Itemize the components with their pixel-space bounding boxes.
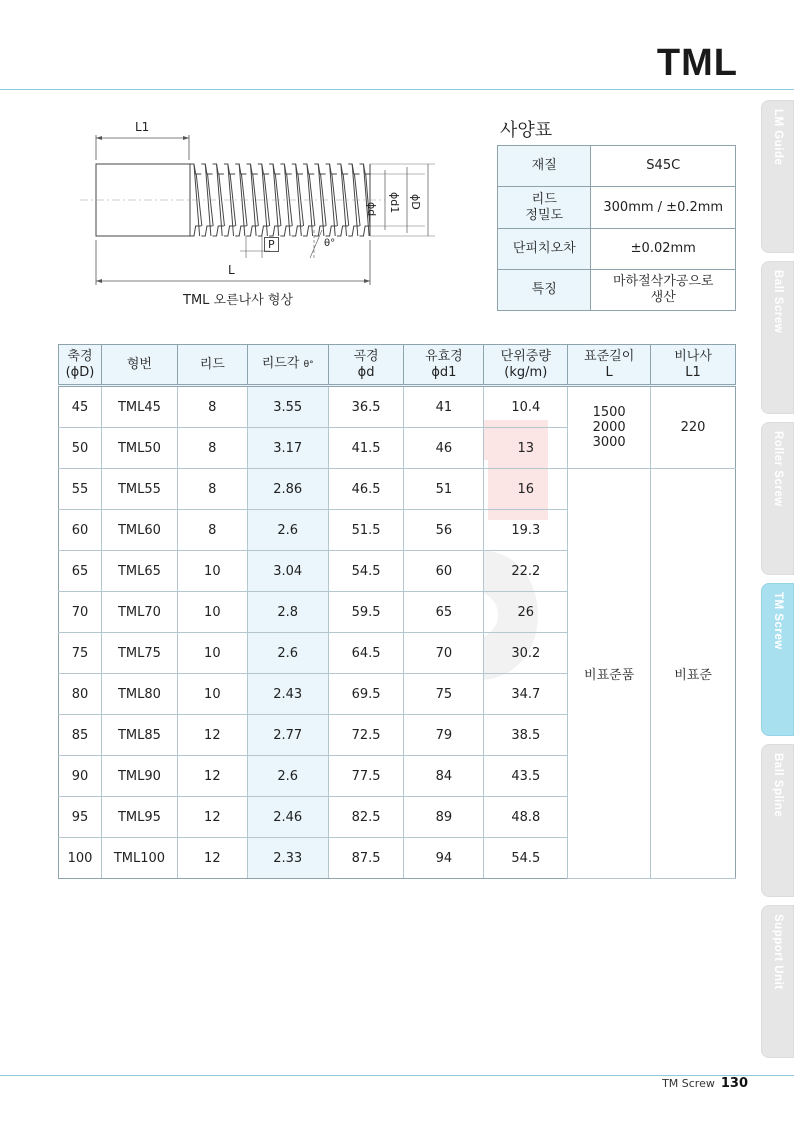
- cell-dd1: 65: [404, 592, 484, 633]
- side-tab-lm-guide[interactable]: [761, 100, 794, 253]
- cell-model: TML75: [101, 633, 177, 674]
- cell-d: 80: [59, 674, 102, 715]
- cell-angle: 3.55: [247, 386, 328, 428]
- cell-dd1: 84: [404, 756, 484, 797]
- cell-angle: 2.6: [247, 756, 328, 797]
- spec-key: 특징: [498, 270, 591, 311]
- spec-title: 사양표: [500, 120, 553, 141]
- header-divider: [0, 89, 794, 90]
- cell-dd: 64.5: [328, 633, 404, 674]
- cell-w: 43.5: [484, 756, 568, 797]
- spec-row: [498, 187, 736, 229]
- cell-dd1: 70: [404, 633, 484, 674]
- cell-dd1: 51: [404, 469, 484, 510]
- cell-d: 75: [59, 633, 102, 674]
- cell-w: 22.2: [484, 551, 568, 592]
- cell-lead: 8: [177, 428, 247, 469]
- spec-key: 리드 정밀도: [498, 187, 591, 229]
- spec-table: [497, 145, 736, 311]
- cell-lead: 10: [177, 551, 247, 592]
- cell-model: TML85: [101, 715, 177, 756]
- cell-model: TML55: [101, 469, 177, 510]
- cell-angle: 2.8: [247, 592, 328, 633]
- header-row: [59, 345, 736, 386]
- cell-model: TML50: [101, 428, 177, 469]
- cell-angle: 2.46: [247, 797, 328, 838]
- cell-std-length: 비표준품: [568, 469, 651, 879]
- cell-model: TML45: [101, 386, 177, 428]
- dim-L1-label: L1: [135, 120, 150, 134]
- cell-dd: 77.5: [328, 756, 404, 797]
- cell-lead: 12: [177, 715, 247, 756]
- cell-dd: 46.5: [328, 469, 404, 510]
- cell-d: 70: [59, 592, 102, 633]
- cell-w: 34.7: [484, 674, 568, 715]
- dim-L-label: L: [228, 263, 235, 277]
- side-tab-ball-screw[interactable]: [761, 261, 794, 414]
- cell-dd1: 94: [404, 838, 484, 879]
- cell-d: 45: [59, 386, 102, 428]
- cell-d: 50: [59, 428, 102, 469]
- cell-model: TML95: [101, 797, 177, 838]
- cell-lead: 8: [177, 510, 247, 551]
- col-header-unthreaded: 비나사 L1: [651, 345, 736, 386]
- spec-row: [498, 270, 736, 311]
- dim-D-label: ϕD: [409, 194, 422, 210]
- drawing-caption: TML 오른나사 형상: [183, 293, 294, 308]
- page-title: TML: [656, 42, 738, 84]
- cell-model: TML70: [101, 592, 177, 633]
- spec-key: 재질: [498, 146, 591, 187]
- side-tab-label: Ball Screw: [771, 270, 784, 334]
- col-header-lead-angle: [247, 345, 328, 386]
- cell-w: 26: [484, 592, 568, 633]
- dim-d-label: ϕd: [365, 202, 378, 217]
- cell-dd: 69.5: [328, 674, 404, 715]
- cell-w: 19.3: [484, 510, 568, 551]
- cell-w: 38.5: [484, 715, 568, 756]
- cell-dd1: 79: [404, 715, 484, 756]
- cell-angle: 2.33: [247, 838, 328, 879]
- cell-dd: 36.5: [328, 386, 404, 428]
- cell-angle: 2.77: [247, 715, 328, 756]
- cell-dd1: 41: [404, 386, 484, 428]
- cell-lead: 10: [177, 592, 247, 633]
- cell-d: 90: [59, 756, 102, 797]
- col-header-unit-weight: 단위중량 (kg/m): [484, 345, 568, 386]
- cell-model: TML65: [101, 551, 177, 592]
- cell-dd: 51.5: [328, 510, 404, 551]
- side-tab-label: Ball Spline: [771, 753, 784, 818]
- cell-model: TML100: [101, 838, 177, 879]
- cell-dd: 59.5: [328, 592, 404, 633]
- cell-lead: 8: [177, 386, 247, 428]
- cell-angle: 2.6: [247, 510, 328, 551]
- side-tab-ball-spline[interactable]: [761, 744, 794, 897]
- cell-dd: 72.5: [328, 715, 404, 756]
- cell-d: 100: [59, 838, 102, 879]
- cell-dd1: 60: [404, 551, 484, 592]
- cell-w: 48.8: [484, 797, 568, 838]
- cell-unthreaded: 비표준: [651, 469, 736, 879]
- cell-unthreaded: 220: [651, 386, 736, 469]
- spec-value: S45C: [591, 146, 736, 187]
- dim-theta-label: θ°: [324, 238, 336, 249]
- screw-drawing: [60, 110, 460, 310]
- side-tab-label: Roller Screw: [771, 431, 784, 507]
- spec-value: ±0.02mm: [591, 229, 736, 270]
- col-header-lead: 리드: [177, 345, 247, 386]
- cell-dd: 54.5: [328, 551, 404, 592]
- cell-dd: 87.5: [328, 838, 404, 879]
- cell-angle: 3.04: [247, 551, 328, 592]
- cell-model: TML60: [101, 510, 177, 551]
- cell-dd1: 56: [404, 510, 484, 551]
- side-tab-label: Support Unit: [771, 914, 784, 990]
- cell-w: 16: [484, 469, 568, 510]
- spec-value: 300mm / ±0.2mm: [591, 187, 736, 229]
- side-tab-support-unit[interactable]: [761, 905, 794, 1058]
- side-tab-label: LM Guide: [771, 109, 784, 166]
- side-tab-label: TM Screw: [771, 592, 784, 650]
- cell-lead: 10: [177, 633, 247, 674]
- spec-key: 단피치오차: [498, 229, 591, 270]
- col-header-root-dia: 곡경 ϕd: [328, 345, 404, 386]
- cell-angle: 2.43: [247, 674, 328, 715]
- spec-row: [498, 146, 736, 187]
- cell-lead: 8: [177, 469, 247, 510]
- side-tab-tm-screw[interactable]: [761, 583, 794, 736]
- cell-dd1: 89: [404, 797, 484, 838]
- cell-lead: 10: [177, 674, 247, 715]
- col-header-std-length: 표준길이 L: [568, 345, 651, 386]
- cell-d: 60: [59, 510, 102, 551]
- cell-angle: 3.17: [247, 428, 328, 469]
- cell-d: 85: [59, 715, 102, 756]
- spec-value: 마하절삭가공으로 생산: [591, 270, 736, 311]
- spec-data-table: [58, 344, 736, 879]
- col-header-eff-dia: 유효경 ϕd1: [404, 345, 484, 386]
- table-row: [59, 386, 736, 428]
- col-header-shaft: 축경 (ϕD): [59, 345, 102, 386]
- cell-angle: 2.86: [247, 469, 328, 510]
- cell-d: 55: [59, 469, 102, 510]
- cell-d: 65: [59, 551, 102, 592]
- cell-dd: 82.5: [328, 797, 404, 838]
- cell-w: 10.4: [484, 386, 568, 428]
- cell-model: TML90: [101, 756, 177, 797]
- side-tab-roller-screw[interactable]: [761, 422, 794, 575]
- spec-row: [498, 229, 736, 270]
- table-row: [59, 469, 736, 510]
- cell-w: 54.5: [484, 838, 568, 879]
- cell-angle: 2.6: [247, 633, 328, 674]
- cell-dd1: 75: [404, 674, 484, 715]
- footer-section: TM Screw: [662, 1077, 715, 1090]
- col-header-model: 형번: [101, 345, 177, 386]
- lead-angle-text: 리드각: [261, 356, 300, 371]
- lead-angle-unit: θ°: [303, 360, 314, 370]
- page-number: 130: [720, 1076, 748, 1091]
- dim-P-label: P: [264, 237, 279, 252]
- cell-lead: 12: [177, 797, 247, 838]
- cell-dd: 41.5: [328, 428, 404, 469]
- cell-d: 95: [59, 797, 102, 838]
- footer: [662, 1076, 748, 1091]
- cell-w: 13: [484, 428, 568, 469]
- cell-lead: 12: [177, 838, 247, 879]
- cell-std-length: 1500 2000 3000: [568, 386, 651, 469]
- cell-w: 30.2: [484, 633, 568, 674]
- cell-lead: 12: [177, 756, 247, 797]
- cell-dd1: 46: [404, 428, 484, 469]
- cell-model: TML80: [101, 674, 177, 715]
- dim-d1-label: ϕd1: [388, 192, 401, 214]
